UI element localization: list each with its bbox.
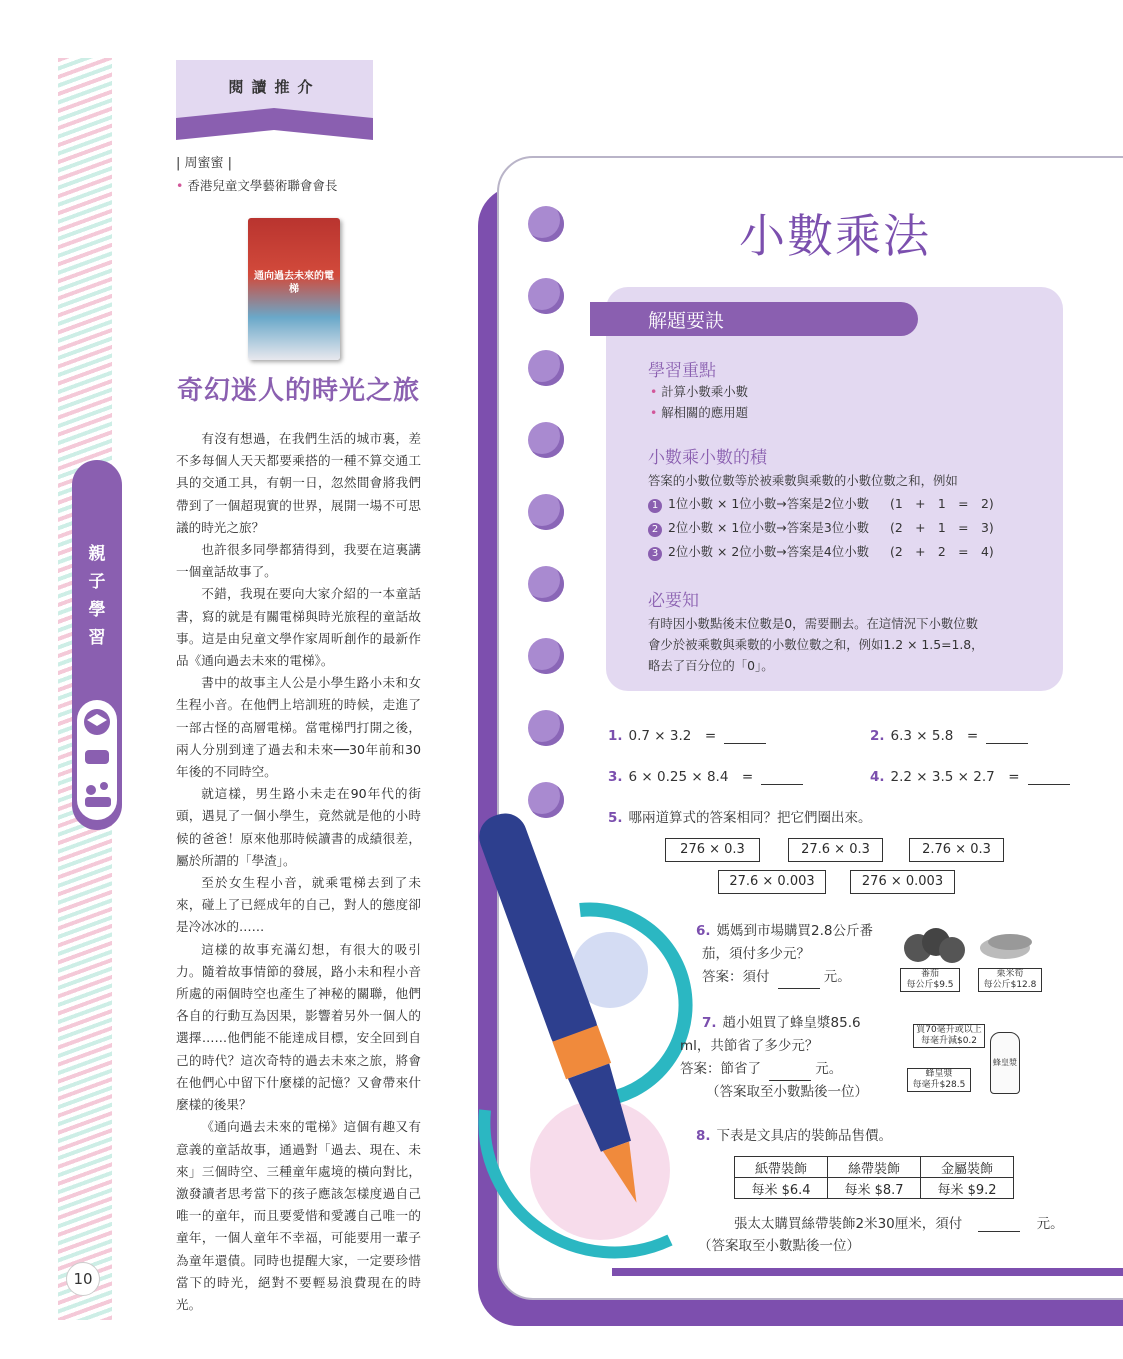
- bullet-icon: •: [176, 178, 184, 193]
- table-cell: 每米 $8.7: [828, 1178, 921, 1199]
- must-know-heading: 必要知: [648, 591, 699, 611]
- focus-heading: 學習重點: [648, 361, 716, 381]
- question-3: 3. 6 × 0.25 × 8.4 =: [608, 765, 803, 785]
- binder-hole: [528, 206, 564, 242]
- binder-hole: [528, 422, 564, 458]
- expression-box[interactable]: 27.6 × 0.003: [718, 870, 826, 894]
- number-badge: 2: [648, 523, 662, 537]
- vegetables-image: [900, 924, 1060, 968]
- price-tag-tomato: 番茄 每公斤$9.5: [900, 968, 960, 992]
- binder-hole: [528, 710, 564, 746]
- question-1: 1. 0.7 × 3.2 =: [608, 724, 766, 744]
- tips-header: [590, 302, 918, 336]
- table-header-row: [735, 1157, 1014, 1178]
- section-ribbon: [176, 60, 373, 140]
- product-rule-row: 3 2位小數 × 2位小數→答案是4位小數 (2 + 2 = 4): [648, 542, 1008, 561]
- binder-hole: [528, 638, 564, 674]
- page-number: 10: [66, 1262, 100, 1296]
- family-learning-icon: [77, 700, 117, 820]
- binder-hole: [528, 566, 564, 602]
- article-paragraph: 至於女生程小音，就乘電梯去到了未來，碰上了已經成年的自己，對人的態度卻是冷冰冰的……: [176, 875, 421, 935]
- focus-item: • 解相關的應用題: [650, 405, 748, 420]
- expression-box[interactable]: 276 × 0.003: [850, 870, 955, 894]
- answer-blank[interactable]: [769, 1066, 811, 1081]
- notebook-bottom-bar: [612, 1268, 1123, 1276]
- number-badge: 1: [648, 499, 662, 513]
- bottle-image: 蜂皇漿: [990, 1032, 1020, 1094]
- article-title: 奇幻迷人的時光之旅: [176, 376, 420, 406]
- article-paragraph: 不錯，我現在要向大家介紹的一本童話書，寫的就是有關電梯與時光旅程的童話故事。這是由兒童文學作家周昕創作的最新作品《通向過去未來的電梯》。: [176, 586, 421, 669]
- table-header-cell: 金屬裝飾: [921, 1157, 1014, 1178]
- question-7: 7. 趙小姐買了蜂皇漿85.6 ml，共節省了多少元？ 答案：節省了 元。 （答案取至小數點後一位）: [680, 1015, 868, 1100]
- answer-blank[interactable]: [761, 770, 803, 785]
- article-paragraph: 也許很多同學都猜得到，我要在這裏講一個童話故事了。: [176, 542, 421, 580]
- answer-blank[interactable]: [1028, 770, 1070, 785]
- discount-sign: 買70毫升或以上 每毫升減$0.2: [913, 1024, 985, 1048]
- book-cover-title: 通向過去未來的電梯: [254, 271, 334, 295]
- answer-blank[interactable]: [778, 974, 820, 989]
- section-ribbon-label: 閱讀推介: [228, 78, 321, 96]
- table-cell: 每米 $6.4: [735, 1178, 828, 1199]
- must-know-text: 有時因小數點後末位數是0，需要刪去。在這情況下小數位數 會少於被乘數與乘數的小數位數之和，例如1.2 × 1.5=1.8， 略去了百分位的「0」。: [648, 616, 984, 673]
- binder-hole: [528, 350, 564, 386]
- focus-item: • 計算小數乘小數: [650, 384, 748, 399]
- question-4: 4. 2.2 × 3.5 × 2.7 =: [870, 765, 1070, 785]
- table-cell: 每米 $9.2: [921, 1178, 1014, 1199]
- bullet-icon: •: [650, 405, 658, 420]
- answer-blank[interactable]: [978, 1217, 1020, 1232]
- article-paragraph: 書中的故事主人公是小學生路小未和女生程小音。在他們上培訓班的時候，走進了一部古怪的高層電梯。當電梯門打開之後，兩人分別到達了過去和未來──30年前和30年後的不同時空。: [176, 675, 421, 780]
- tips-header-label: 解題要訣: [648, 310, 725, 332]
- bullet-icon: •: [650, 384, 658, 399]
- binder-hole: [528, 494, 564, 530]
- table-header-cell: 紙帶裝飾: [735, 1157, 828, 1178]
- question-6: 6. 媽媽到市場購買2.8公斤番 茄，須付多少元？ 答案：須付 元。: [696, 920, 873, 989]
- price-table: [734, 1156, 1014, 1199]
- table-row: [735, 1178, 1014, 1199]
- product-heading: 小數乘小數的積: [648, 448, 767, 468]
- question-8-ask: 張太太購買絲帶裝飾2米30厘米，須付 元。: [734, 1216, 1064, 1232]
- number-badge: 3: [648, 547, 662, 561]
- product-desc: 答案的小數位數等於被乘數與乘數的小數位數之和，例如: [648, 473, 958, 488]
- question-5: 5. 哪兩道算式的答案相同？把它們圈出來。: [608, 810, 872, 826]
- article-paragraph: 這樣的故事充滿幻想，有很大的吸引力。隨着故事情節的發展，路小未和程小音所處的兩個時空也產生了神秘的關聯，他們各自的行動互為因果，影響着另外一個人的選擇……他們能不能達成目標，安全回到自己的時代？這次奇特的過去未來之旅，將會在他們心中留下什麼樣的記憶？又會帶來什麼樣的後果？: [176, 941, 421, 1113]
- expression-box[interactable]: 27.6 × 0.3: [788, 838, 883, 862]
- page-title: 小數乘法: [739, 209, 931, 263]
- article-paragraph: 就這樣，男生路小未走在90年代的街頭，遇見了一個小學生，竟然就是他的小時候的爸爸！原來他那時候讀書的成績很差，屬於所謂的「學渣」。: [176, 786, 421, 868]
- author-name: | 周蜜蜜 |: [176, 156, 233, 171]
- product-rule-row: 1 1位小數 × 1位小數→答案是2位小數 (1 + 1 = 2): [648, 494, 1008, 513]
- price-tag-royal-jelly: 蜂皇漿 每毫升$28.5: [907, 1068, 971, 1092]
- question-2: 2. 6.3 × 5.8 =: [870, 724, 1028, 744]
- expression-box[interactable]: 276 × 0.3: [665, 838, 760, 862]
- article-paragraph: 《通向過去未來的電梯》這個有趣又有意義的童話故事，通過對「過去、現在、未來」三個時空、三種童年處境的橫向對比，激發讀者思考當下的孩子應該怎樣度過自己唯一的童年，而且要愛惜和愛護自己唯一的童年，一個人童年不幸福，可能要用一輩子為童年還債。同時也提醒大家，一定要珍惜當下的時光，絕對不要輕易浪費現在的時光。: [176, 1119, 421, 1312]
- expression-box[interactable]: 2.76 × 0.3: [909, 838, 1004, 862]
- answer-blank[interactable]: [724, 729, 766, 744]
- binder-hole: [528, 278, 564, 314]
- section-label: 親 子 學 習: [88, 544, 106, 648]
- article-paragraph: 有沒有想過，在我們生活的城市裏，差不多每個人天天都要乘搭的一種不算交通工具的交通工具，有朝一日，忽然間會將我們帶到了一個超現實的世界，展開一場不可思議的時光之旅？: [176, 431, 421, 535]
- article-body: [176, 428, 421, 1316]
- answer-blank[interactable]: [986, 729, 1028, 744]
- table-header-cell: 絲帶裝飾: [828, 1157, 921, 1178]
- question-8: 8. 下表是文具店的裝飾品售價。: [696, 1128, 893, 1144]
- author-org: • 香港兒童文學藝術聯會會長: [176, 178, 338, 193]
- price-tag-corn: 栗米筍 每公斤$12.8: [978, 968, 1042, 992]
- question-8-note: （答案取至小數點後一位）: [698, 1238, 860, 1254]
- product-rule-row: 2 2位小數 × 1位小數→答案是3位小數 (2 + 1 = 3): [648, 518, 1008, 537]
